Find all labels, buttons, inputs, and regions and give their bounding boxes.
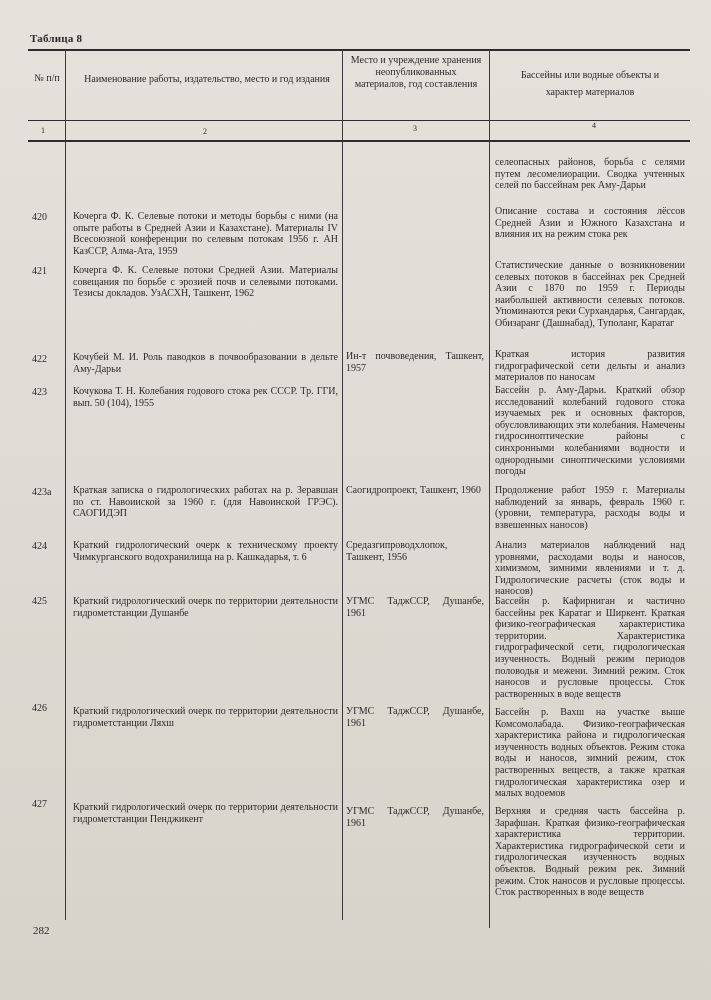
row-number: 423 <box>32 387 47 398</box>
row-title: Краткий гидрологический очерк по территории деятельности гидрометстанции Пенджикент <box>73 802 338 825</box>
page-number: 282 <box>33 925 50 937</box>
header-col-basins: Бассейны или водные объекты и характер материалов <box>520 70 660 98</box>
row-description: Продолжение работ 1959 г. Материалы наблюдений за январь, февраль 1960 г. (уровни, температура, расходы воды и взвешенных наносов) <box>495 485 685 531</box>
row-storage-place: Средазгипроводхлопок, Ташкент, 1956 <box>346 540 448 563</box>
row-description: Статистические данные о возникновении селевых потоков в бассейнах рек Средней Азии с 1870 по 1959 г. Периоды наибольшей активности селевых потоков. Упоминаются реки Сурхандарья, Сангардак, Обизаранг (Дашнабад), Туполанг, Каратаг <box>495 260 685 329</box>
row-title: Краткий гидрологический очерк по территории деятельности гидрометстанции Душанбе <box>73 596 338 619</box>
row-number: 427 <box>32 799 47 810</box>
header-col-title: Наименование работы, издательство, место и год издания <box>84 74 330 85</box>
row-description: Бассейн р. Кафирниган и частично бассейны рек Каратаг и Ширкент. Краткая физико-географическая характеристика территории. Характеристика гидрографической сети, гидрологическая изученность. Водный режим периодов половодья и межени. Зимний режим. Сток наносов и русловые процессы. Сток растворенных в воде веществ <box>495 596 685 700</box>
row-title: Краткий гидрологический очерк к техническому проекту Чимкурганского водохранилища на р. Кашкадарья, т. 6 <box>73 540 338 563</box>
carryover-text: селеопасных районов, борьба с селями путем лесомелиорации. Сводка учтенных селей по бассейнам рек Аму-Дарьи <box>495 157 685 192</box>
row-title: Краткая записка о гидрологических работах на р. Зеравшан по ст. Навоииской за 1960 г. (для Навоинской ГРЭС). САОГИДЭП <box>73 485 338 520</box>
row-title: Краткий гидрологический очерк по территории деятельности гидрометстанции Ляхш <box>73 706 338 729</box>
top-rule <box>28 49 690 51</box>
row-storage-place: Саогидропроект, Ташкент, 1960 <box>346 485 481 496</box>
row-title: Кочерга Ф. К. Селевые потоки Средней Азии. Материалы совещания по борьбе с эрозией почв и селевыми потоками. Тезисы докладов. УзАСХН, Ташкент, 1962 <box>73 265 338 300</box>
header-col-number: № п/п <box>34 73 60 84</box>
row-description: Бассейн р. Аму-Дарьи. Краткий обзор исследований колебаний годового стока изучаемых рек и основных факторов, обусловливающих эти колебания. Намечены гидросиноптические районы с синхронными колебаниями водности и однородными синоптическими условиями погоды <box>495 385 685 478</box>
column-number-2: 2 <box>203 127 207 136</box>
column-number-4: 4 <box>592 121 596 130</box>
row-title: Кочубей М. И. Роль паводков в почвообразовании в дельте Аму-Дарьи <box>73 352 338 375</box>
row-storage-place: УГМС ТаджССР, Душанбе, 1961 <box>346 596 484 619</box>
row-description: Бассейн р. Вахш на участке выше Комсомолабада. Физико-географическая характеристика района и гидрологическая изученность водных объектов. Режим стока воды и наносов, зимний режим, сток растворенных веществ, а также краткая гидрологическая характеристика озер и малых водоемов <box>495 707 685 800</box>
row-number: 420 <box>32 212 47 223</box>
column-number-1: 1 <box>41 126 45 135</box>
row-title: Кочерга Ф. К. Селевые потоки и методы борьбы с ними (на опыте работы в Средней Азии и Казахстане). Материалы IV Всесоюзной конференции по селевым потокам 1956 г. АН КазССР, Алма-Ата, 1959 <box>73 211 338 257</box>
row-number: 426 <box>32 703 47 714</box>
row-description: Анализ материалов наблюдений над уровнями, расходами воды и наносов, химизмом, зимними явлениями и т. д. Гидрологические расчеты (сток воды и наносов) <box>495 540 685 598</box>
row-description: Верхняя и средняя часть бассейна р. Зарафшан. Краткая физико-географическая характеристика территории. Характеристика гидрографической сети и гидрологическая изученность водных объектов. Водный режим рек. Зимний режим. Сток наносов и русловые процессы. Сток растворенных в воде веществ <box>495 806 685 899</box>
column-divider-2 <box>342 50 343 920</box>
row-number: 424 <box>32 541 47 552</box>
row-number: 422 <box>32 354 47 365</box>
row-number: 423а <box>32 487 52 498</box>
column-number-3: 3 <box>413 124 417 133</box>
row-title: Кочукова Т. Н. Колебания годового стока рек СССР. Тр. ГГИ, вып. 50 (104), 1955 <box>73 386 338 409</box>
column-divider-3 <box>489 50 490 928</box>
row-storage-place: УГМС ТаджССР, Душанбе, 1961 <box>346 706 484 729</box>
row-description: Описание состава и состояния лёссов Средней Азии и Южного Казахстана и влияния их на режим стока рек <box>495 206 685 241</box>
header-col-storage: Место и учреждение хранения неопубликованных материалов, год составления <box>350 55 482 90</box>
row-storage-place: УГМС ТаджССР, Душанбе, 1961 <box>346 806 484 829</box>
row-storage-place: Ин-т почвоведения, Ташкент, 1957 <box>346 351 484 374</box>
table-label: Таблица 8 <box>30 33 83 45</box>
row-number: 421 <box>32 266 47 277</box>
row-number: 425 <box>32 596 47 607</box>
colnum-rule <box>28 140 690 142</box>
row-description: Краткая история развития гидрографической сети дельты и анализ материалов по наносам <box>495 349 685 384</box>
column-divider-1 <box>65 50 66 920</box>
